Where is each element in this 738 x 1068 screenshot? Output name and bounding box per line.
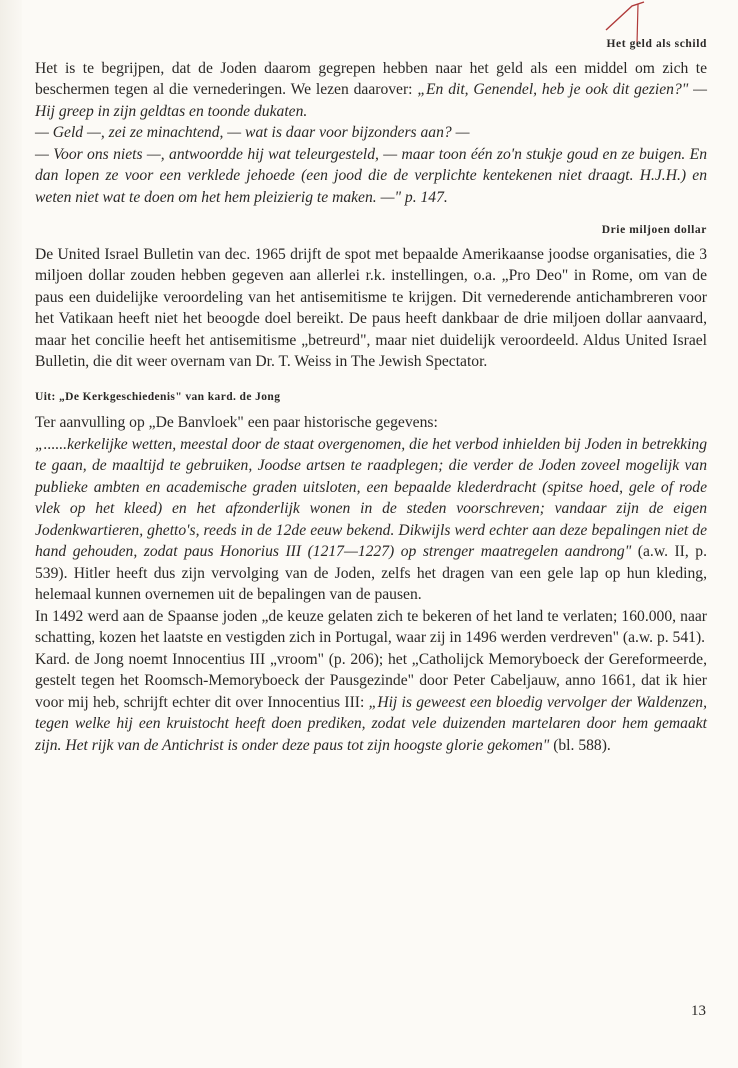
text-reference: (bl. 588). [549,736,611,754]
section-heading-kerkgeschiedenis: Uit: „De Kerkgeschiedenis" van kard. de Jong [35,390,281,403]
text-reference: p. 147. [401,188,448,206]
paragraph-dollar: De United Israel Bulletin van dec. 1965 drijft de spot met bepaalde Amerikaanse joodse organisaties, die 3 miljoen dollar zouden hebben gegeven aan allerlei r.k. instellingen, o.a. „Pro Deo" in Rome, om van de paus een duidelijke veroordeling van het antisemitisme te krijgen. Dit vernederende antichambreren voor het Vatikaan heeft niet het beoogde doel bereikt. De paus heeft dankbaar de drie miljoen dollar aanvaard, maar het concilie heeft het antisemitisme „betreurd", maar niet duidelijk veroordeeld. Aldus United Israel Bulletin, die dit weer overnam van Dr. T. Weiss in The Jewish Spectator. [35,245,707,370]
page-edge-shadow [0,0,22,1068]
text-quote: „Hij is geweest een bloedig vervolger der Waldenzen, tegen welke hij een kruistocht heeft doen prediken, zodat vele duizenden martelaren door hem gemaakt zijn. Het rijk van de Antichrist is onder deze paus tot zijn hoogste glorie gekomen" [35,693,707,754]
paragraph-quote [35,434,707,606]
paragraph-intro: Ter aanvulling op „De Banvloek" een paar historische gegevens: [35,414,438,431]
text-normal: Kard. de Jong noemt Innocentius III „vroom" (p. 206); het „Catholijck Memoryboeck der Gereformeerde, gestelt tegen het Roomsch-Memoryboeck der Pausgezinde" door Peter Cabeljauw, anno 1661, dat ik hier voor mij heb, schrijft echter dit over Innocentius III: [35,650,707,711]
section-heading-geld: Het geld als schild [606,38,707,50]
page-content [35,34,707,756]
text-quote: — Voor ons niets —, antwoordde hij wat teleurgesteld, — maar toon één zo'n stukje goud en ze buigen. En dan lopen ze voor een verklede jehoede (een jood die de verplichte kentekenen niet draagt. H.J.H.) en weten niet wat te doen om het hem pleizierig te maken. —" [35,145,707,206]
section-heading-dollar: Drie miljoen dollar [601,224,707,236]
paragraph-geld-dialog: — Geld —, zei ze minachtend, — wat is daar voor bijzonders aan? — [35,124,470,141]
page-number: 13 [691,1003,706,1019]
text-normal: Het is te begrijpen, dat de Joden daarom gegrepen hebben naar het geld als een middel om zich te beschermen tegen al die vernederingen. We lezen daarover: [35,59,707,98]
text-quote: „En dit, Genendel, heb je ook dit gezien?" — Hij greep in zijn geldtas en toonde dukaten. [35,81,708,120]
paragraph-1492: In 1492 werd aan de Spaanse joden „de keuze gelaten zich te bekeren of het land te verlaten; 160.000, naar schatting, kozen het laatste en vestigden zich in Portugal, waar zij in 1496 werden verdreven" (a.w. p. 541). [35,607,707,646]
paragraph-kard [35,649,707,757]
text-reference: (a.w. II, p. 539). Hitler heeft dus zijn vervolging van de Joden, zelfs het dragen van een gele lap op hun kleding, helemaal kunnen overnemen uit de bepalingen van de pausen. [35,543,707,603]
paragraph-geld-intro [35,58,707,123]
text-quote: „......kerkelijke wetten, meestal door de staat overgenomen, die het verbod inhielden bij Joden in betrekking te gaan, de maaltijd te gebruiken, Joodse artsen te raadplegen; die verder de Joden zoveel mogelijk van publieke ambten en academische graden uitsloten, een bepaalde klederdracht (spitse hoed, gele of rode vlek op het kleed) en het afzonderlijk wonen in de steden voorschreven; vandaar zijn de eigen Jodenkwartieren, ghetto's, reeds in de 12de eeuw bekend. Dikwijls werd echter aan deze bepalingen niet de hand gehouden, zodat paus Honorius III (1217—1227) op strenger maatregelen aandrong" [35,435,707,560]
paragraph-geld-answer [35,144,707,209]
